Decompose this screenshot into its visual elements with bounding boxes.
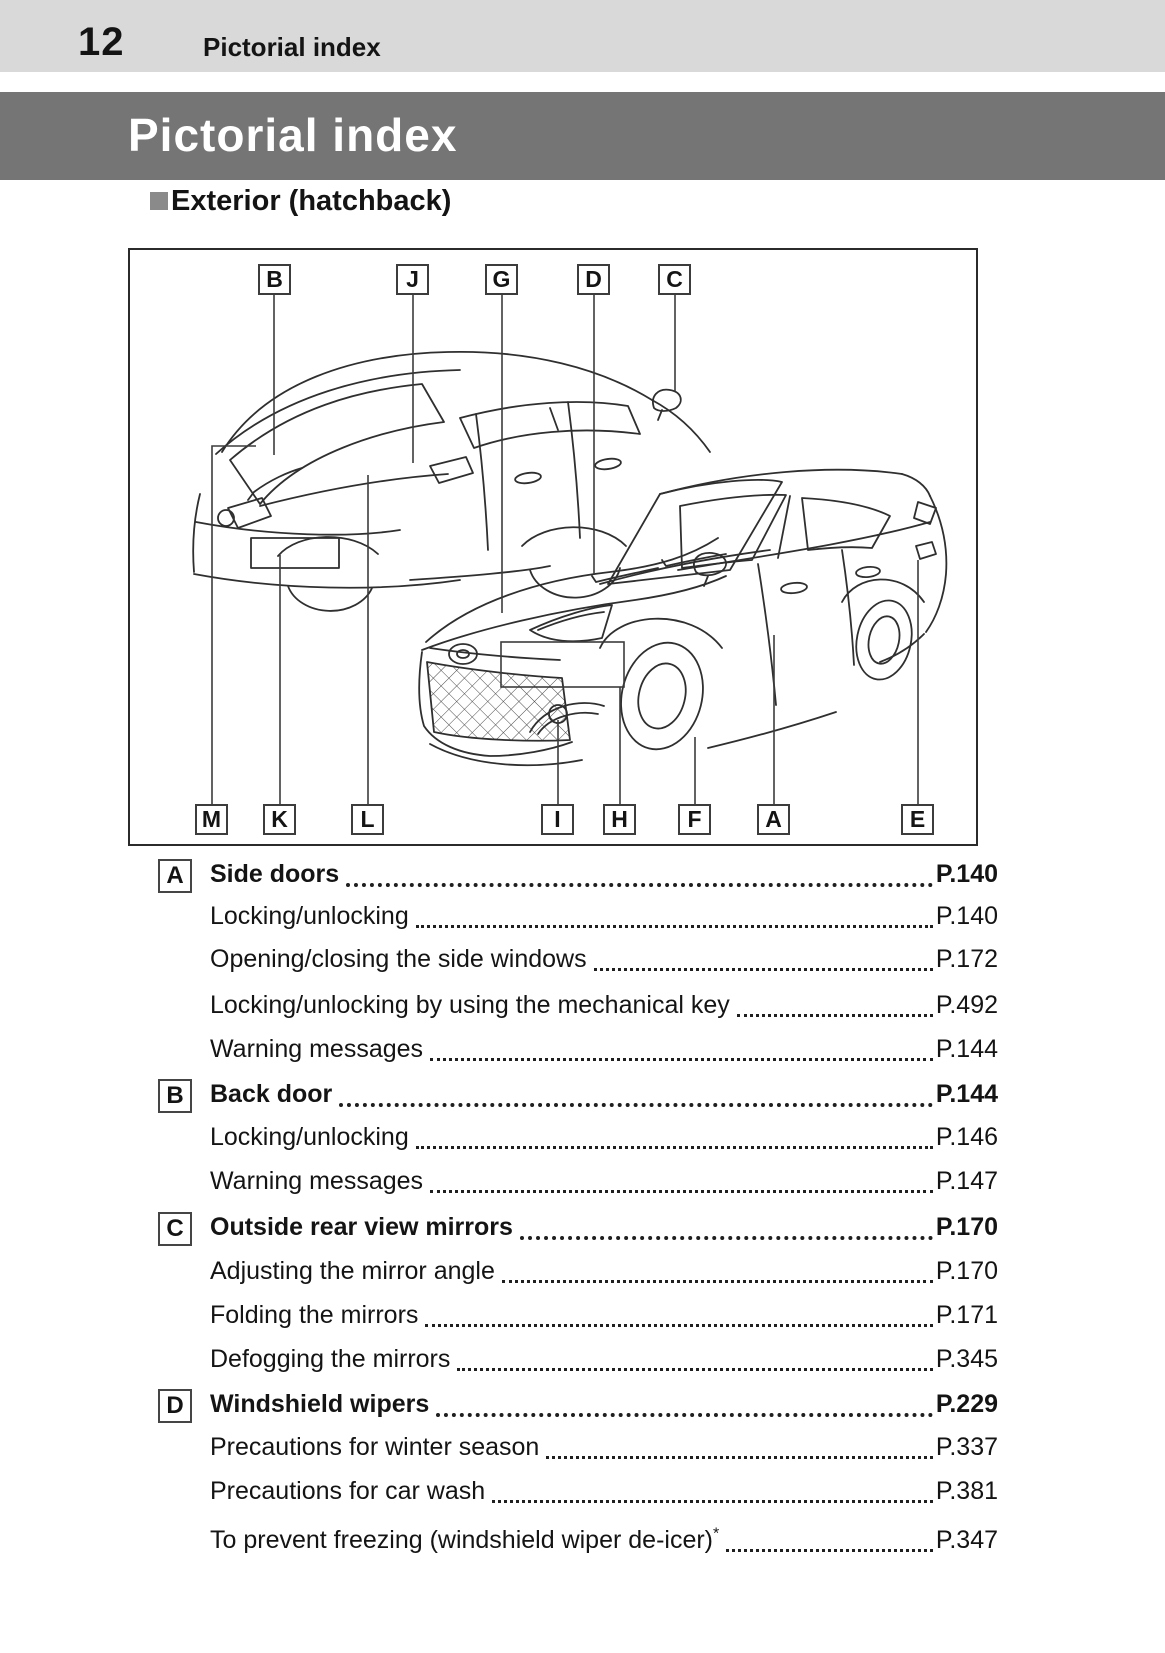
dot-leader xyxy=(430,1190,933,1193)
index-letter-badge: B xyxy=(158,1079,192,1113)
index-row xyxy=(128,945,998,979)
index-label: Windshield wipers xyxy=(210,1390,430,1418)
index-label: Precautions for car wash xyxy=(210,1477,486,1505)
index-letter-badge: A xyxy=(158,859,192,893)
index-list xyxy=(128,858,998,1578)
section-heading-text: Exterior (hatchback) xyxy=(171,184,452,217)
dot-leader xyxy=(425,1324,932,1327)
page-reference: P.140 xyxy=(935,860,998,888)
diagram-label-H: H xyxy=(603,804,636,835)
page-reference: P.492 xyxy=(935,991,998,1019)
dot-leader xyxy=(594,968,933,971)
diagram-label-I: I xyxy=(541,804,574,835)
index-label: Warning messages xyxy=(210,1035,424,1063)
index-label: Folding the mirrors xyxy=(210,1301,419,1329)
index-row xyxy=(128,1213,998,1247)
index-label: Warning messages xyxy=(210,1167,424,1195)
dot-leader xyxy=(430,1058,933,1061)
dot-leader xyxy=(502,1280,933,1283)
front-car-drawing xyxy=(419,470,946,765)
index-label: Back door xyxy=(210,1080,333,1108)
car-line-art xyxy=(130,250,976,844)
dot-leader xyxy=(416,925,933,928)
section-heading xyxy=(150,186,451,216)
page-reference: P.170 xyxy=(935,1257,998,1285)
index-label: To prevent freezing (windshield wiper de-icer)* xyxy=(210,1525,720,1554)
page-reference: P.337 xyxy=(935,1433,998,1461)
dot-leader xyxy=(492,1500,933,1503)
index-label: Adjusting the mirror angle xyxy=(210,1257,495,1285)
page-reference: P.229 xyxy=(935,1390,998,1418)
index-label: Side doors xyxy=(210,860,340,888)
diagram-label-A: A xyxy=(757,804,790,835)
diagram-label-D: D xyxy=(577,264,610,295)
index-row xyxy=(128,1526,998,1560)
diagram-label-B: B xyxy=(258,264,291,295)
diagram-label-J: J xyxy=(396,264,429,295)
chapter-banner xyxy=(0,92,1165,180)
page-reference: P.171 xyxy=(935,1301,998,1329)
index-label: Locking/unlocking xyxy=(210,1123,409,1151)
page-reference: P.147 xyxy=(935,1167,998,1195)
page-reference: P.170 xyxy=(935,1213,998,1241)
page-reference: P.146 xyxy=(935,1123,998,1151)
dot-leader xyxy=(457,1368,933,1371)
diagram-label-C: C xyxy=(658,264,691,295)
diagram-label-E: E xyxy=(901,804,934,835)
index-row xyxy=(128,1080,998,1114)
index-label: Defogging the mirrors xyxy=(210,1345,451,1373)
index-row xyxy=(128,1035,998,1069)
dot-leader xyxy=(346,883,933,887)
page-header-title: Pictorial index xyxy=(203,32,381,62)
footnote-asterisk: * xyxy=(713,1525,720,1543)
index-letter-badge: C xyxy=(158,1212,192,1246)
index-label: Outside rear view mirrors xyxy=(210,1213,513,1241)
index-row xyxy=(128,1433,998,1467)
diagram-label-M: M xyxy=(195,804,228,835)
page-reference: P.347 xyxy=(935,1526,998,1554)
index-row xyxy=(128,1257,998,1291)
page-number: 12 xyxy=(78,20,125,64)
dot-leader xyxy=(436,1413,933,1417)
page-reference: P.140 xyxy=(935,902,998,930)
dot-leader xyxy=(416,1146,933,1149)
section-marker-icon xyxy=(150,192,168,210)
page-reference: P.172 xyxy=(935,945,998,973)
index-row xyxy=(128,1477,998,1511)
index-row xyxy=(128,1301,998,1335)
diagram-label-L: L xyxy=(351,804,384,835)
diagram-label-F: F xyxy=(678,804,711,835)
page-reference: P.381 xyxy=(935,1477,998,1505)
page-reference: P.144 xyxy=(935,1080,998,1108)
index-label: Locking/unlocking by using the mechanical key xyxy=(210,991,730,1019)
dot-leader xyxy=(737,1014,933,1017)
rear-car-drawing xyxy=(193,352,710,611)
dot-leader xyxy=(520,1236,933,1240)
index-row xyxy=(128,1123,998,1157)
index-row xyxy=(128,902,998,936)
page-reference: P.144 xyxy=(935,1035,998,1063)
exterior-diagram xyxy=(128,248,978,846)
page-header-bar xyxy=(0,0,1165,72)
index-letter-badge: D xyxy=(158,1389,192,1423)
chapter-banner-title: Pictorial index xyxy=(128,109,458,161)
index-label: Precautions for winter season xyxy=(210,1433,540,1461)
dot-leader xyxy=(726,1549,933,1552)
index-label: Locking/unlocking xyxy=(210,902,409,930)
index-label: Opening/closing the side windows xyxy=(210,945,587,973)
index-row xyxy=(128,1345,998,1379)
dot-leader xyxy=(339,1103,933,1107)
diagram-label-G: G xyxy=(485,264,518,295)
index-row xyxy=(128,860,998,894)
index-row xyxy=(128,991,998,1025)
dot-leader xyxy=(546,1456,933,1459)
index-row xyxy=(128,1390,998,1424)
diagram-label-K: K xyxy=(263,804,296,835)
page-reference: P.345 xyxy=(935,1345,998,1373)
index-row xyxy=(128,1167,998,1201)
